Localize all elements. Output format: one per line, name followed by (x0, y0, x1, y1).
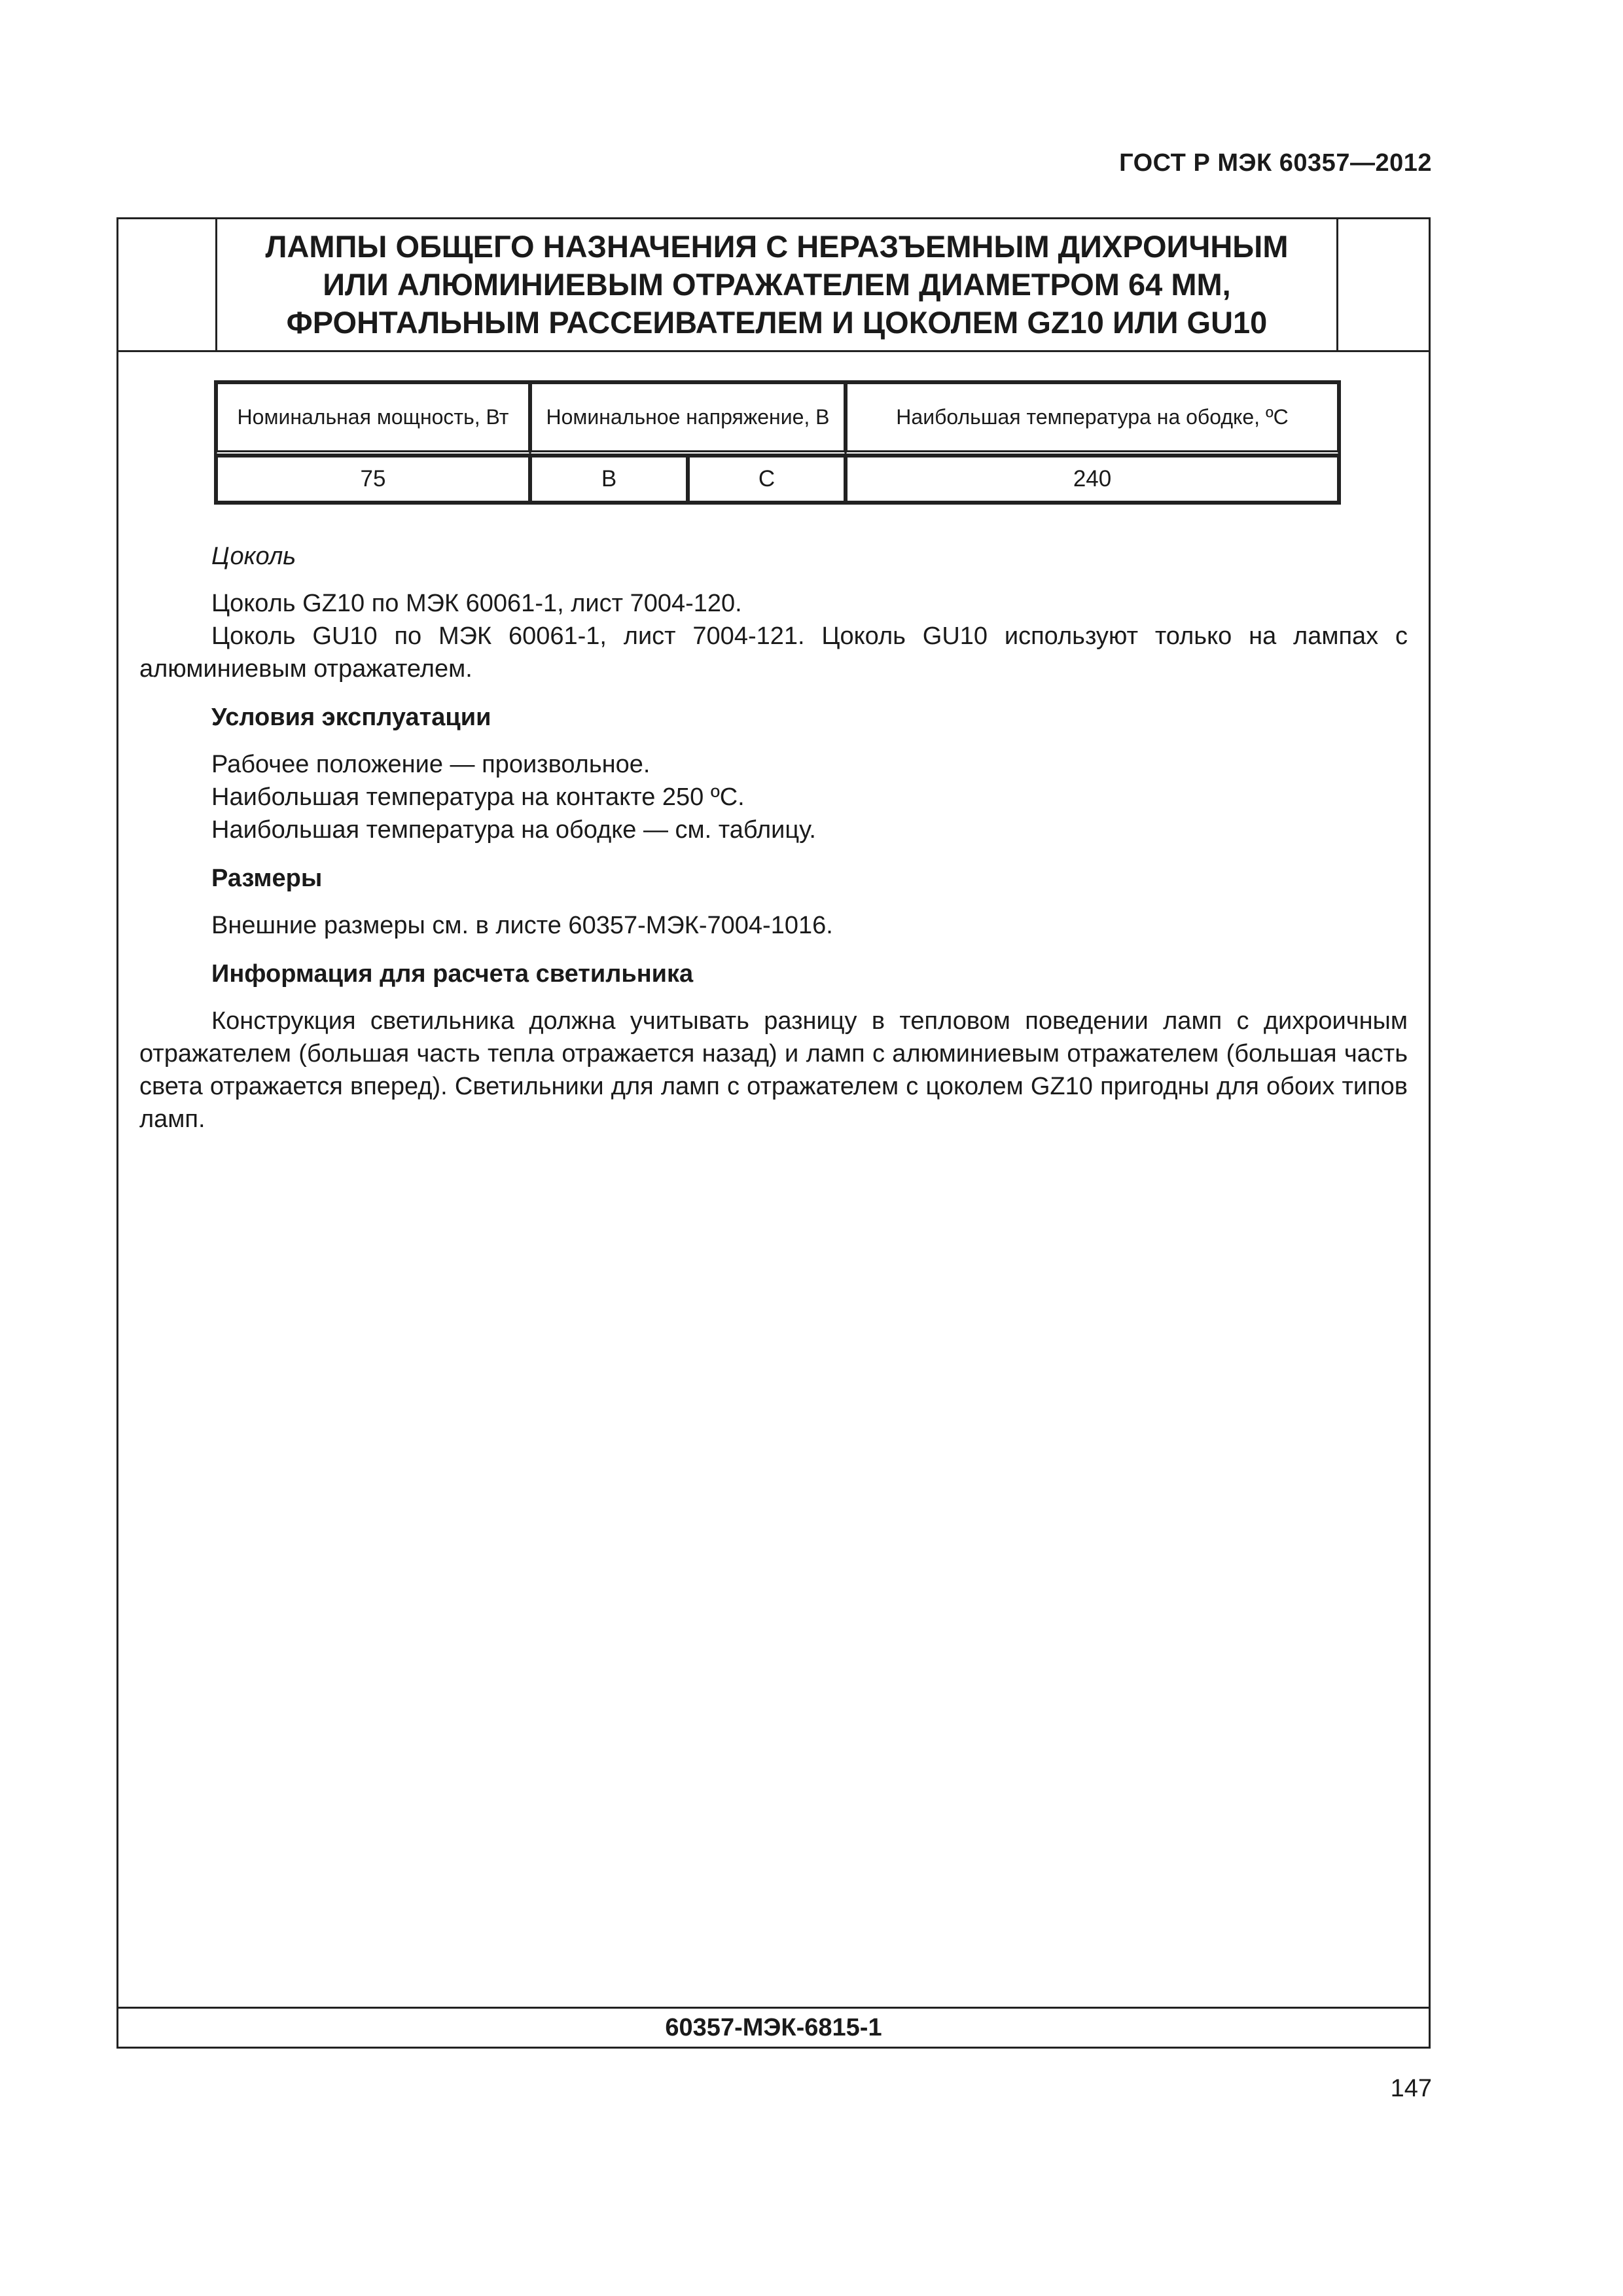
dimensions-line-1: Внешние размеры см. в листе 60357-МЭК-7004-1016. (211, 912, 833, 939)
table-header-row (216, 382, 1339, 456)
operating-line-1: Рабочее положение — произвольное. (211, 751, 651, 778)
header-power: Номинальная мощность, Вт (216, 382, 530, 456)
cell-rim-temperature: 240 (846, 456, 1339, 503)
table-row (216, 456, 1339, 503)
cell-voltage-b: B (530, 456, 688, 503)
page-number: 147 (1390, 2075, 1432, 2102)
sheet-title (266, 228, 1289, 342)
title-line-3: ФРОНТАЛЬНЫМ РАССЕИВАТЕЛЕМ И ЦОКОЛЕМ GZ10 ИЛИ GU10 (286, 305, 1268, 340)
section-heading-dimensions: Размеры (211, 865, 323, 892)
header-voltage: Номинальное напряжение, В (530, 382, 846, 456)
title-line-1: ЛАМПЫ ОБЩЕГО НАЗНАЧЕНИЯ С НЕРАЗЪЕМНЫМ ДИХРОИЧНЫМ (265, 229, 1289, 264)
standard-code: ГОСТ Р МЭК 60357—2012 (1119, 149, 1432, 177)
data-sheet-frame (116, 217, 1431, 2049)
cell-power: 75 (216, 456, 530, 503)
section-heading-luminaire: Информация для расчета светильника (211, 960, 694, 988)
cell-voltage-c: C (688, 456, 846, 503)
header-rim-temperature: Наибольшая температура на ободке, ºС (846, 382, 1339, 456)
base-line-2: Цоколь GU10 по МЭК 60061-1, лист 7004-121. Цоколь GU10 используют только на лампах с алюминиевым отражателем. (139, 622, 1408, 683)
body-text (139, 540, 1408, 1136)
title-line-2: ИЛИ АЛЮМИНИЕВЫМ ОТРАЖАТЕЛЕМ ДИАМЕТРОМ 64 ММ, (323, 267, 1231, 302)
title-box (215, 219, 1338, 350)
section-heading-operating: Условия эксплуатации (211, 704, 491, 731)
section-heading-base: Цоколь (211, 543, 296, 570)
luminaire-text: Конструкция светильника должна учитывать разницу в тепловом поведении ламп с дихроичным отражателем (большая часть тепла отражается назад) и ламп с алюминиевым отражателем (большая часть света отражается вперед). Светильники для ламп с отражателем с цоколем GZ10 пригодны для обоих типов ламп. (139, 1007, 1408, 1133)
operating-line-3: Наибольшая температура на ободке — см. таблицу. (211, 816, 816, 844)
title-band (118, 219, 1429, 352)
base-line-1: Цоколь GZ10 по МЭК 60061-1, лист 7004-120. (211, 590, 742, 617)
sheet-code-footer: 60357-МЭК-6815-1 (118, 2007, 1429, 2047)
specs-table (214, 380, 1341, 505)
operating-line-2: Наибольшая температура на контакте 250 ºС. (211, 783, 745, 811)
